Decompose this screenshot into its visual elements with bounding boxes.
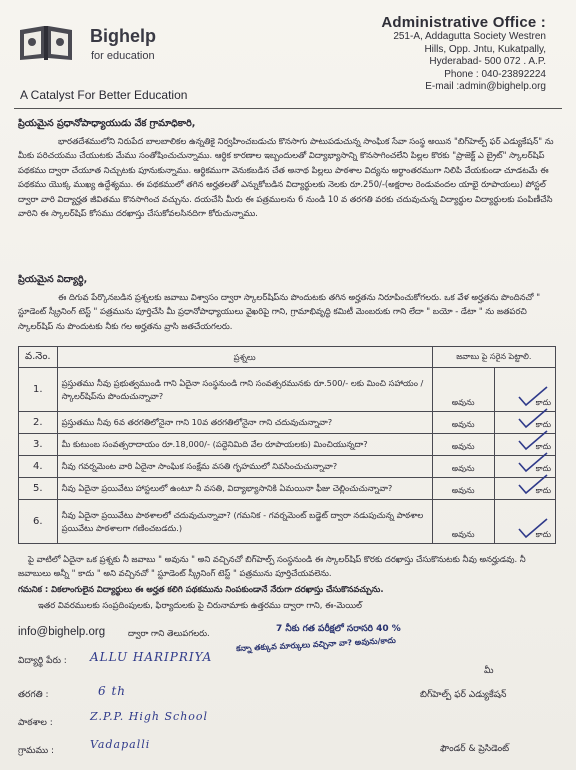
field-value-village[interactable]: Vadapalli — [90, 738, 151, 751]
no-option-cell[interactable] — [494, 478, 555, 500]
contact-email-tail: ద్వారా గాని తెలుపగలరు. — [128, 628, 210, 638]
question-text: నీవు ఏదైనా ప్రయివేటు పాఠశాలలో చదువుచున్నావా? (గమనిక - గవర్నమెంట్ బడ్జెట్ ద్వారా నడుపుచున్న పాఠశాల ప్రయివేటు పాఠశాలగా గణించబడదు.) — [57, 500, 432, 544]
yes-option[interactable]: అవును — [432, 478, 494, 500]
note-disabled: గమనిక : వికలాంగులైన విద్యార్థులు ఈ అర్హత కలిగి పథకమును నింపకుండానే నేరుగా దరఖాస్తు చేసుకొనవచ్చును. — [18, 584, 384, 594]
no-option: కాదు — [535, 486, 551, 495]
table-row — [19, 478, 556, 500]
office-phone: Phone : 040-23892224 — [444, 68, 546, 80]
handwritten-question-7: 7 నీకు గత పరీక్షలో సరాసరి 40 % — [276, 624, 401, 634]
office-line: 251-A, Addagutta Society Westren — [393, 31, 546, 42]
row-number: 2. — [19, 412, 58, 434]
brand-subtitle: for education — [91, 50, 155, 62]
office-line: Hyderabad- 500 072 . A.P. — [429, 56, 546, 67]
row-number: 3. — [19, 434, 58, 456]
no-option: కాదు — [535, 442, 551, 451]
table-row — [19, 412, 556, 434]
table-row — [19, 456, 556, 478]
office-line: Hills, Opp. Jntu, Kukatpally, — [424, 43, 546, 55]
col-header-questions: ప్రశ్నలు — [57, 347, 432, 368]
handwritten-question-7-cont: కన్నా తక్కువ మార్కులు వచ్చినా వా? అవును/కాదు — [235, 635, 397, 654]
tagline: A Catalyst For Better Education — [20, 88, 188, 102]
row-number: 4. — [19, 456, 58, 478]
signoff-role: ఫౌండర్ & ప్రెసిడెంట్ — [440, 744, 510, 754]
question-text: నీవు ఏదైనా ప్రయివేటు హాస్టలులో ఉంటూ నీ వసతి, విద్యాభ్యాసానికి ఏమయినా ఫీజు చెల్లించుచున్నావా? — [57, 478, 432, 500]
yes-option[interactable]: అవును — [432, 434, 494, 456]
header-divider — [14, 108, 562, 109]
instructions-paragraph: ఈ దిగువ పేర్కొనబడిన ప్రశ్నలకు జవాబు విశ్వాసం ద్వారా స్కాలర్‌షిప్‌ను పొందుటకు తగిన అర్హతను నిరూపించుకోగలరు. ఒక వేళ అర్హతను పొందినచో " స్టూడెంట్ స్క్రీనింగ్ టెస్ట్ " పత్రమును పూర్తిచేసి మీ ప్రధానోపాధ్యాయులు వైఖరిపై గాని, గ్రామాభివృద్ధి కమిటీ మెంబరుకు గాని లేదా " బయో - డేటా " ను జతపరచి స్కాలర్‌షిప్ ను పొందుటకు నీకు గల అర్హతను వ్రాసి జతచేయగలరు. — [18, 292, 541, 331]
no-option: కాదు — [535, 420, 551, 429]
brand-name: Bighelp — [90, 26, 156, 46]
table-header-row — [19, 347, 556, 368]
table-row — [19, 368, 556, 412]
closing-paragraph: పై వాటిలో ఏదైనా ఒక ప్రశ్నకు నీ జవాబు " అవును " అని వచ్చినచో బిగ్‌హెల్ప్ సంస్థనుండి ఈ స్కాలర్‌షిప్ కొరకు దరఖాస్తు చేసుకొనుటకు నీవు అనర్హుడవు. నీ జవాబులు అన్నీ " కాదు " అని వచ్చినచో " స్టూడెంట్ స్క్రీనింగ్ టెస్ట్ " పత్రమును పూర్తిచేయవలెను. — [18, 554, 526, 579]
question-text: నీవు గవర్నమెంట వారి ఏదైనా సాంఘిక సంక్షేమ వసతి గృహములో నివసించుచున్నావా? — [57, 456, 432, 478]
check-mark-icon — [517, 473, 549, 495]
book-logo-icon — [16, 22, 76, 64]
signoff-yours: మీ — [484, 666, 494, 676]
yes-option[interactable]: అవును — [432, 368, 494, 412]
salutation: ప్రియమైన ప్రధానోపాధ్యాయుడు వేక గ్రామాధికారి, — [18, 118, 196, 129]
field-value-school[interactable]: Z.P.P. High School — [90, 710, 209, 723]
col-header-answer: జవాబు పై సరైన పెట్టాలి. — [432, 347, 555, 368]
office-email: E-mail :admin@bighelp.org — [425, 81, 546, 92]
intro-paragraph: భారతదేశములోని నిరుపేద బాలబాలికల ఉన్నతికై నిర్వహించబడుచు కొనసాగు పాటుపడుచున్న సాంఘిక సేవా సంస్థ అయిన "బిగ్‌హెల్ప్ ఫర్ ఎడ్యుకేషన్" ను మీకు పరిచయము చేయుటకు మేము సంతోషించుచున్నాము. ఆర్థిక కారణాల ఇబ్బందులతో విద్యాభ్యాసాన్ని కొనసాగించలేని పిల్లల కొరకు "ప్రాజెక్ట్ ఎ బ్రైట్" స్కాలర్‌షిప్ పథకము ద్వారా చేయూత నిచ్చుటకు పూనుకున్నాము. ఆర్థికముగా వెనుకబడిన చేత అనాథ పిల్లలు పాఠశాల విద్యను అర్థాంతరముగా నిలిపి వేయకుండా చూడటమే ఈ పథకము యొక్క ముఖ్య ఉద్దేశ్యము. ఈ పథకములో తగిన అర్హతలతో ఎన్నుకోబడిన విద్యార్థులకు నెలకు రూ.250/-(అక్షరాల రెండువందల యాభై రూపాయలు) పోస్టల్ ద్వారా వారి విద్యార్హత జీవితము కొనసాగించ వచ్చును. దయచేసి మీరు ఈ పత్రములను 6 నుండి 10 వ తరగతి వరకు చదువుచున్న విద్యార్థుల విద్యార్థులకు పంపిణీచేసి వారిని ఈ స్కాలర్‌షిప్ కోసము దరఖాస్తు చేసుకోవలసినదిగా కోరుచున్నాము. — [18, 136, 554, 219]
contact-email-link[interactable]: info@bighelp.org — [18, 626, 106, 638]
question-text: మీ కుటుంబ సంవత్సరాదాయం రూ.18,000/- (పద్దెనిమిది వేల రూపాయలకు) మించియున్నదా? — [57, 434, 432, 456]
row-number: 5. — [19, 478, 58, 500]
no-option-cell[interactable] — [494, 368, 555, 412]
check-mark-icon — [517, 517, 549, 539]
signoff-org: బిగ్‌హెల్ప్ ఫర్ ఎడ్యుకేషన్ — [420, 690, 507, 700]
yes-option[interactable]: అవును — [432, 500, 494, 544]
field-value-class[interactable]: 6 th — [98, 684, 126, 698]
check-mark-icon — [517, 385, 549, 407]
col-header-number: వ.నెం. — [19, 347, 58, 368]
no-option: కాదు — [535, 530, 551, 539]
office-address — [346, 14, 546, 94]
no-option: కాదు — [535, 398, 551, 407]
field-value-student-name[interactable]: ALLU HARIPRIYA — [90, 650, 213, 664]
yes-option[interactable]: అవును — [432, 456, 494, 478]
field-label-class: తరగతి : — [18, 690, 49, 700]
office-title: Administrative Office : — [381, 14, 546, 31]
table-row — [19, 500, 556, 544]
row-number: 6. — [19, 500, 58, 544]
check-mark-icon — [517, 407, 549, 429]
field-label-village: గ్రామము : — [18, 746, 55, 756]
question-text: ప్రస్తుతము నీవు 6వ తరగతిలోనైనా గాని 10వ తరగతిలోనైనా గాని చదువుచున్నావా? — [57, 412, 432, 434]
field-label-student-name: విద్యార్థి పేరు : — [18, 656, 67, 666]
question-text: ప్రస్తుతము నీవు ప్రభుత్వముండి గాని ఏదైనా సంస్థనుండి గాని సంవత్సరమునకు రూ.500/- లకు మించి సహాయం / స్కాలర్‌షిప్‌ను పొందుచున్నావా? — [57, 368, 432, 412]
field-label-school: పాఠశాల : — [18, 718, 53, 728]
table-row — [19, 434, 556, 456]
student-greeting: ప్రియమైన విద్యార్థి, — [18, 274, 88, 285]
check-mark-icon — [517, 429, 549, 451]
yes-option[interactable]: అవును — [432, 412, 494, 434]
no-option: కాదు — [535, 464, 551, 473]
eligibility-table — [18, 346, 556, 544]
no-option-cell[interactable] — [494, 500, 555, 544]
contact-paragraph: ఇతర వివరములకు సంప్రదింపులకు, ఫిర్యాదులకు పై చిరునామాకు ఉత్తరము ద్వారా గాని, ఈ-మెయిల్ — [38, 600, 362, 610]
row-number: 1. — [19, 368, 58, 412]
check-mark-icon — [517, 451, 549, 473]
